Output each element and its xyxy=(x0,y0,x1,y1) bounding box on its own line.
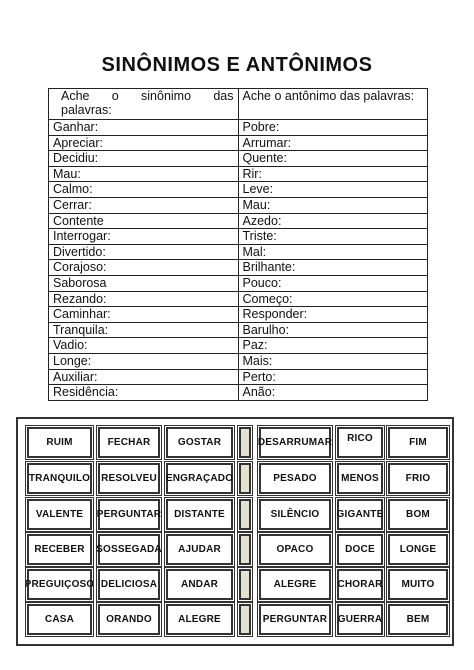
header-word: sinônimo xyxy=(141,89,192,103)
word-card[interactable]: RECEBER xyxy=(27,534,92,565)
word-card[interactable]: RUIM xyxy=(27,427,92,458)
synonym-cell[interactable]: Interrogar: xyxy=(49,229,239,245)
card-divider xyxy=(239,534,251,565)
antonym-cell[interactable]: Começo: xyxy=(238,291,428,307)
header-word: palavras: xyxy=(61,103,112,117)
synonym-cell[interactable]: Vadio: xyxy=(49,338,239,354)
word-card[interactable]: PESADO xyxy=(259,463,331,494)
word-card[interactable]: DESARRUMAR xyxy=(259,427,331,458)
synonym-cell[interactable]: Divertido: xyxy=(49,244,239,260)
word-card[interactable]: OPACO xyxy=(259,534,331,565)
word-card[interactable]: PREGUIÇOSO xyxy=(27,569,92,600)
word-card[interactable]: FECHAR xyxy=(98,427,160,458)
card-divider xyxy=(239,499,251,530)
antonym-cell[interactable]: Anão: xyxy=(238,385,428,401)
antonym-cell[interactable]: Arrumar: xyxy=(238,135,428,151)
table-row xyxy=(49,120,428,136)
page-title: SINÔNIMOS E ANTÔNIMOS xyxy=(101,54,373,76)
word-card[interactable]: RESOLVEU xyxy=(98,463,160,494)
synonyms-antonyms-table xyxy=(48,88,428,401)
word-card[interactable]: FIM xyxy=(388,427,448,458)
table-row xyxy=(49,322,428,338)
antonym-cell[interactable]: Mau: xyxy=(238,197,428,213)
table-row xyxy=(49,353,428,369)
synonym-cell[interactable]: Mau: xyxy=(49,166,239,182)
table-row xyxy=(49,151,428,167)
word-card[interactable]: VALENTE xyxy=(27,499,92,530)
synonym-cell[interactable]: Contente xyxy=(49,213,239,229)
antonym-cell[interactable]: Perto: xyxy=(238,369,428,385)
synonym-cell[interactable]: Cerrar: xyxy=(49,197,239,213)
table-row xyxy=(49,291,428,307)
synonym-cell[interactable]: Auxiliar: xyxy=(49,369,239,385)
header-word: Ache xyxy=(61,89,90,103)
word-card[interactable]: PERGUNTAR xyxy=(98,499,160,530)
table-row xyxy=(49,244,428,260)
table-row xyxy=(49,275,428,291)
card-divider xyxy=(239,569,251,600)
synonym-cell[interactable]: Caminhar: xyxy=(49,307,239,323)
word-card[interactable]: ORANDO xyxy=(98,604,160,635)
header-antonyms: Ache o antônimo das palavras: xyxy=(238,89,428,120)
word-card[interactable]: LONGE xyxy=(388,534,448,565)
word-card[interactable]: MUITO xyxy=(388,569,448,600)
word-card[interactable]: BOM xyxy=(388,499,448,530)
word-card[interactable]: CASA xyxy=(27,604,92,635)
antonym-cell[interactable]: Leve: xyxy=(238,182,428,198)
table-row xyxy=(49,182,428,198)
synonym-cell[interactable]: Apreciar: xyxy=(49,135,239,151)
word-card[interactable]: DOCE xyxy=(337,534,383,565)
antonym-cell[interactable]: Responder: xyxy=(238,307,428,323)
antonym-cell[interactable]: Triste: xyxy=(238,229,428,245)
card-divider xyxy=(239,604,251,635)
header-word: o xyxy=(111,89,119,103)
table-row xyxy=(49,197,428,213)
word-card[interactable]: GIGANTE xyxy=(337,499,383,530)
word-card[interactable]: GUERRA xyxy=(337,604,383,635)
word-card[interactable]: ALEGRE xyxy=(259,569,331,600)
table-row xyxy=(49,385,428,401)
table-row xyxy=(49,369,428,385)
antonym-cell[interactable]: Azedo: xyxy=(238,213,428,229)
word-card[interactable]: CHORAR xyxy=(337,569,383,600)
word-card[interactable]: ALEGRE xyxy=(166,604,233,635)
antonym-cell[interactable]: Pouco: xyxy=(238,275,428,291)
table-header-row xyxy=(49,89,428,120)
card-divider xyxy=(239,463,251,494)
synonym-cell[interactable]: Saborosa xyxy=(49,275,239,291)
header-synonyms xyxy=(49,89,239,120)
word-card[interactable]: ANDAR xyxy=(166,569,233,600)
antonym-cell[interactable]: Barulho: xyxy=(238,322,428,338)
antonym-cell[interactable]: Mal: xyxy=(238,244,428,260)
word-card[interactable]: DELICIOSA xyxy=(98,569,160,600)
antonym-cell[interactable]: Brilhante: xyxy=(238,260,428,276)
table-row xyxy=(49,338,428,354)
synonym-cell[interactable]: Decidiu: xyxy=(49,151,239,167)
table-row xyxy=(49,213,428,229)
word-card[interactable]: TRANQUILO xyxy=(27,463,92,494)
table-row xyxy=(49,307,428,323)
antonym-cell[interactable]: Rir: xyxy=(238,166,428,182)
card-divider xyxy=(239,427,251,458)
synonym-cell[interactable]: Longe: xyxy=(49,353,239,369)
word-card[interactable]: GOSTAR xyxy=(166,427,233,458)
table-row xyxy=(49,229,428,245)
synonym-cell[interactable]: Ganhar: xyxy=(49,120,239,136)
word-card[interactable]: SILÊNCIO xyxy=(259,499,331,530)
antonym-cell[interactable]: Paz: xyxy=(238,338,428,354)
synonym-cell[interactable]: Residência: xyxy=(49,385,239,401)
word-card[interactable]: DISTANTE xyxy=(166,499,233,530)
word-card[interactable]: MENOS xyxy=(337,463,383,494)
antonym-cell[interactable]: Quente: xyxy=(238,151,428,167)
table-row xyxy=(49,135,428,151)
synonym-cell[interactable]: Calmo: xyxy=(49,182,239,198)
word-cards-panel xyxy=(16,417,454,646)
antonym-cell[interactable]: Pobre: xyxy=(238,120,428,136)
word-card[interactable]: ENGRAÇADO xyxy=(166,463,233,494)
antonym-cell[interactable]: Mais: xyxy=(238,353,428,369)
header-word: das xyxy=(213,89,234,103)
synonym-cell[interactable]: Tranquila: xyxy=(49,322,239,338)
synonym-cell[interactable]: Corajoso: xyxy=(49,260,239,276)
table-row xyxy=(49,260,428,276)
word-card[interactable]: RICO xyxy=(337,427,383,458)
word-card[interactable]: PERGUNTAR xyxy=(259,604,331,635)
word-card[interactable]: FRIO xyxy=(388,463,448,494)
word-card[interactable]: SOSSEGADA xyxy=(98,534,160,565)
word-card[interactable]: BEM xyxy=(388,604,448,635)
word-card[interactable]: AJUDAR xyxy=(166,534,233,565)
table-row xyxy=(49,166,428,182)
synonym-cell[interactable]: Rezando: xyxy=(49,291,239,307)
